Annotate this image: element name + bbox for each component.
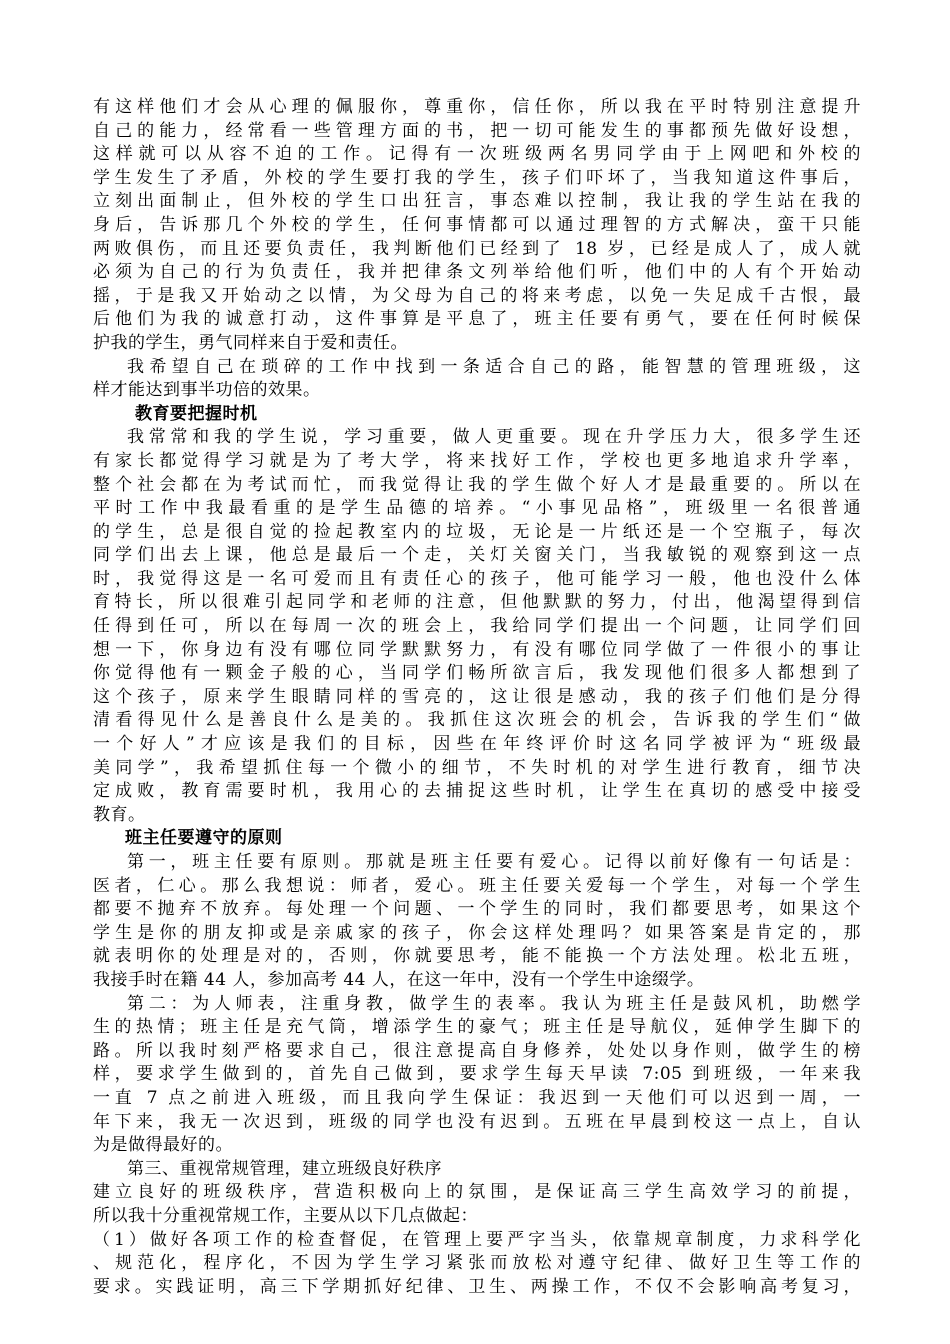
text-line: 建立良好的班级秩序，营造积极向上的氛围，是保证高三学生高效学习的前提， — [93, 1182, 861, 1203]
text-line: 第一，班主任要有原则。那就是班主任要有爱心。记得以前好像有一句话是： — [127, 852, 861, 872]
text-line: 必须为自己的行为负责任，我并把律条文列举给他们听，他们中的人有个开始动 — [93, 262, 861, 283]
text-line: 第三、重视常规管理，建立班级良好秩序 — [127, 1158, 442, 1179]
text-line: 清看得见什么是善良什么是美的。我抓住这次班会的机会，告诉我的学生们“做 — [93, 710, 861, 731]
text-line: 有这样他们才会从心理的佩服你，尊重你，信任你，所以我在平时特别注意提升 — [93, 97, 861, 117]
text-line: 护我的学生，勇气同样来自于爱和责任。 — [93, 332, 408, 353]
paragraph — [93, 851, 861, 993]
paragraph — [93, 1181, 861, 1228]
text-line: 时，我觉得这是一名可爱而且有责任心的孩子，他可能学习一般，他也没什么体 — [93, 568, 861, 589]
paragraph — [93, 426, 861, 827]
text-line: 整个社会都在为考试而忙，而我觉得让我的学生做个好人才是最重要的。所以在 — [93, 474, 861, 495]
text-line: 、规范化，程序化，不因为学生学习紧张而放松对遵守纪律、做好卫生等工作的 — [93, 1253, 861, 1274]
text-line: 第二：为人师表，注重身教，做学生的表率。我认为班主任是鼓风机，助燃学 — [127, 993, 861, 1014]
paragraph — [93, 96, 861, 356]
text-line: 这样就可以从容不迫的工作。记得有一次班级两名男同学由于上网吧和外校的 — [93, 144, 861, 165]
text-line: 路。所以我时刻严格要求自己，很注意提高自身修养，处处以身作则，做学生的榜 — [93, 1040, 861, 1061]
text-line: 的学生，总是很自觉的捡起教室内的垃圾，无论是一片纸还是一个空瓶子，每次 — [93, 521, 861, 542]
text-line: 我常常和我的学生说，学习重要，做人更重要。现在升学压力大，很多学生还 — [127, 427, 861, 448]
text-line: 生的热情；班主任是充气筒，增添学生的豪气；班主任是导航仪，延伸学生脚下的 — [93, 1017, 861, 1038]
text-line: 我接手时在籍 44 人，参加高考 44 人，在这一年中，没有一个学生中途缀学。 — [93, 969, 705, 990]
text-line: 教育。 — [93, 804, 146, 825]
text-line: 自己的能力，经常看一些管理方面的书，把一切可能发生的事都预先做好设想， — [93, 120, 861, 141]
text-line: 两败俱伤，而且还要负责任，我判断他们已经到了 18 岁，已经是成人了，成人就 — [93, 238, 861, 259]
text-line: 任得到任可，所以在每周一次的班会上，我给同学们提出一个问题，让同学们回 — [93, 616, 861, 637]
section-heading: 班主任要遵守的原则 — [125, 828, 283, 849]
text-line: 平时工作中我最看重的是学生品德的培养。“小事见品格”，班级里一名很普通 — [93, 498, 861, 519]
text-line: 身后，告诉那几个外校的学生，任何事情都可以通过理智的方式解决，蛮干只能 — [93, 214, 861, 235]
text-line: 美同学”，我希望抓住每一个微小的细节，不失时机的对学生进行教育，细节决 — [93, 757, 861, 778]
text-line: 摇，于是我又开始动之以情，为父母为自己的将来考虑，以免一失足成千古恨，最 — [93, 285, 861, 306]
text-line: 育特长，所以很难引起同学和老师的注意，但他默默的努力，付出，他渴望得到信 — [93, 592, 861, 613]
text-line: 样才能达到事半功倍的效果。 — [93, 380, 321, 401]
text-line: 这个孩子，原来学生眼睛同样的雪亮的，这让很是感动，我的孩子们他们是分得 — [93, 686, 861, 707]
text-line: 要求。实践证明，高三下学期抓好纪律、卫生、两操工作，不仅不会影响高考复习， — [93, 1276, 861, 1297]
text-line: 你觉得他有一颗金子般的心，当同学们畅所欲言后，我发现他们很多人都想到了 — [93, 663, 861, 684]
paragraph — [93, 993, 861, 1158]
section-heading: 教育要把握时机 — [135, 403, 258, 424]
text-line: （1）做好各项工作的检查督促，在管理上要严字当头，依靠规章制度，力求科学化 — [93, 1229, 861, 1250]
text-line: 学生发生了矛盾，外校的学生要打我的学生，孩子们吓坏了，当我知道这件事后， — [93, 167, 861, 188]
text-line: 立刻出面制止，但外校的学生口出狂言，事态难以控制，我让我的学生站在我的 — [93, 191, 861, 212]
text-line: 有家长都觉得学习就是为了考大学，将来找好工作，学校也更多地追求升学率， — [93, 450, 861, 471]
document-page — [93, 96, 861, 1299]
paragraph — [93, 1229, 861, 1300]
text-line: 样，要求学生做到的，首先自己做到，要求学生每天早读 7:05 到班级，一年来我 — [93, 1064, 861, 1085]
text-line: 一个好人”才应该是我们的目标，因些在年终评价时这名同学被评为“班级最 — [93, 734, 861, 755]
text-line: 医者，仁心。那么我想说：师者，爱心。班主任要关爱每一个学生，对每一个学生 — [93, 875, 861, 896]
text-line: 一直 7 点之前进入班级，而且我向学生保证：我迟到一天他们可以迟到一周，一 — [93, 1087, 861, 1108]
text-line: 我希望自己在琐碎的工作中找到一条适合自己的路，能智慧的管理班级，这 — [127, 356, 861, 377]
paragraph — [93, 356, 861, 403]
text-line: 都要不抛弃不放弃。每处理一个问题、一个学生的同时，我们都要思考，如果这个 — [93, 899, 861, 920]
paragraph — [93, 1158, 861, 1182]
text-line: 想一下，你身边有没有哪位同学默默努力，有没有哪位同学做了一件很小的事让 — [93, 639, 861, 660]
text-line: 就表明你的处理是对的，否则，你就要思考，能不能换一个方法处理。松北五班， — [93, 946, 861, 967]
text-line: 为是做得最好的。 — [93, 1135, 233, 1156]
text-line: 定成败，教育需要时机，我用心的去捕捉这些时机，让学生在真切的感受中接受 — [93, 781, 861, 802]
text-line: 所以我十分重视常规工作，主要从以下几点做起： — [93, 1205, 478, 1226]
text-line: 学生是你的朋友抑或是亲戚家的孩子，你会这样处理吗？如果答案是肯定的，那 — [93, 922, 861, 943]
text-line: 后他们为我的诚意打动，这件事算是平息了，班主任要有勇气，要在任何时候保 — [93, 309, 861, 330]
text-line: 年下来，我无一次迟到，班级的同学也没有迟到。五班在早晨到校这一点上，自认 — [93, 1111, 861, 1132]
text-line: 同学们出去上课，他总是最后一个走，关灯关窗关门，当我敏锐的观察到这一点 — [93, 545, 861, 566]
